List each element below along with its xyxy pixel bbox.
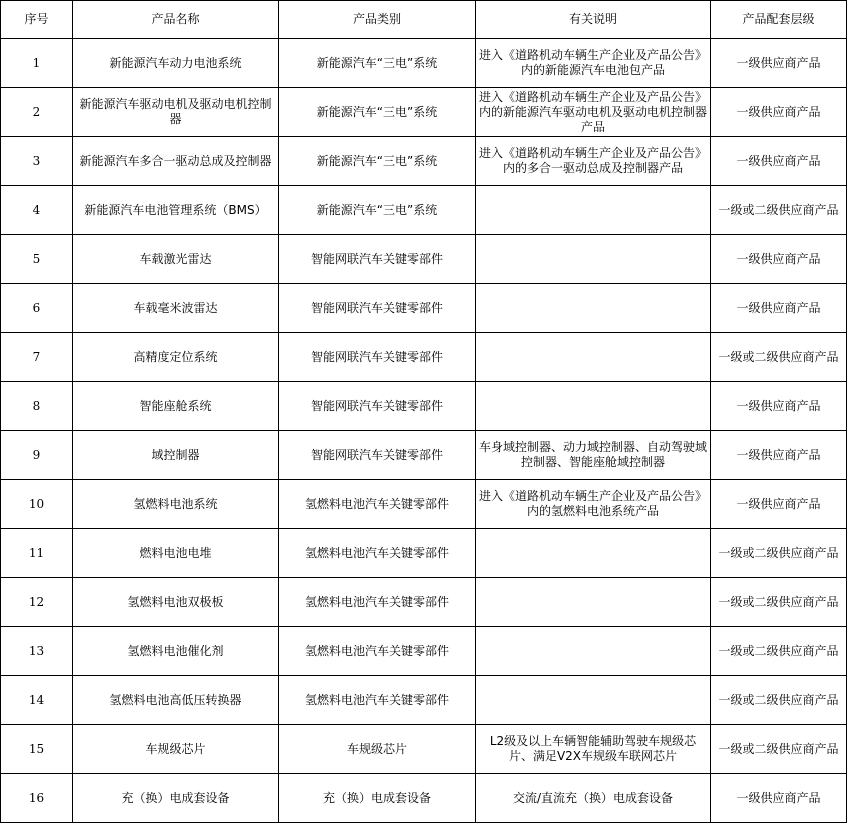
cell-supply-level: 一级供应商产品	[711, 284, 847, 333]
cell-no: 9	[1, 431, 73, 480]
cell-no: 8	[1, 382, 73, 431]
cell-product-category: 智能网联汽车关键零部件	[279, 333, 476, 382]
cell-description	[476, 529, 711, 578]
cell-description	[476, 627, 711, 676]
cell-no: 13	[1, 627, 73, 676]
cell-product-name: 新能源汽车电池管理系统（BMS）	[73, 186, 279, 235]
table-row	[1, 774, 847, 823]
cell-supply-level: 一级或二级供应商产品	[711, 333, 847, 382]
cell-product-category: 氢燃料电池汽车关键零部件	[279, 480, 476, 529]
cell-product-name: 燃料电池电堆	[73, 529, 279, 578]
cell-product-category: 氢燃料电池汽车关键零部件	[279, 627, 476, 676]
cell-description	[476, 333, 711, 382]
cell-no: 15	[1, 725, 73, 774]
cell-no: 10	[1, 480, 73, 529]
cell-supply-level: 一级供应商产品	[711, 480, 847, 529]
cell-product-name: 氢燃料电池双极板	[73, 578, 279, 627]
cell-supply-level: 一级供应商产品	[711, 235, 847, 284]
cell-description: 进入《道路机动车辆生产企业及产品公告》内的氢燃料电池系统产品	[476, 480, 711, 529]
table-row	[1, 431, 847, 480]
table-row	[1, 529, 847, 578]
cell-product-name: 充（换）电成套设备	[73, 774, 279, 823]
cell-product-category: 车规级芯片	[279, 725, 476, 774]
cell-supply-level: 一级供应商产品	[711, 774, 847, 823]
cell-supply-level: 一级或二级供应商产品	[711, 529, 847, 578]
cell-description: 进入《道路机动车辆生产企业及产品公告》内的多合一驱动总成及控制器产品	[476, 137, 711, 186]
cell-description	[476, 676, 711, 725]
table-row	[1, 578, 847, 627]
cell-no: 6	[1, 284, 73, 333]
cell-product-category: 智能网联汽车关键零部件	[279, 382, 476, 431]
cell-description	[476, 186, 711, 235]
table-row	[1, 480, 847, 529]
cell-no: 5	[1, 235, 73, 284]
cell-product-name: 车规级芯片	[73, 725, 279, 774]
cell-product-category: 氢燃料电池汽车关键零部件	[279, 676, 476, 725]
cell-description: L2级及以上车辆智能辅助驾驶车规级芯片、满足V2X车规级车联网芯片	[476, 725, 711, 774]
cell-description	[476, 578, 711, 627]
cell-product-category: 智能网联汽车关键零部件	[279, 235, 476, 284]
header-supply-level: 产品配套层级	[711, 1, 847, 39]
cell-supply-level: 一级或二级供应商产品	[711, 578, 847, 627]
cell-no: 2	[1, 88, 73, 137]
cell-no: 12	[1, 578, 73, 627]
cell-supply-level: 一级供应商产品	[711, 88, 847, 137]
cell-product-name: 车载激光雷达	[73, 235, 279, 284]
cell-product-category: 氢燃料电池汽车关键零部件	[279, 578, 476, 627]
cell-product-category: 新能源汽车“三电”系统	[279, 186, 476, 235]
cell-description: 进入《道路机动车辆生产企业及产品公告》内的新能源汽车驱动电机及驱动电机控制器产品	[476, 88, 711, 137]
cell-product-category: 新能源汽车“三电”系统	[279, 88, 476, 137]
cell-product-name: 新能源汽车驱动电机及驱动电机控制器	[73, 88, 279, 137]
header-no: 序号	[1, 1, 73, 39]
header-product-name: 产品名称	[73, 1, 279, 39]
cell-supply-level: 一级供应商产品	[711, 431, 847, 480]
cell-product-category: 新能源汽车“三电”系统	[279, 39, 476, 88]
table-row	[1, 627, 847, 676]
table-row	[1, 235, 847, 284]
cell-product-name: 域控制器	[73, 431, 279, 480]
cell-description: 交流/直流充（换）电成套设备	[476, 774, 711, 823]
cell-no: 14	[1, 676, 73, 725]
cell-product-name: 氢燃料电池催化剂	[73, 627, 279, 676]
cell-description: 车身域控制器、动力域控制器、自动驾驶域控制器、智能座舱域控制器	[476, 431, 711, 480]
cell-product-name: 车载毫米波雷达	[73, 284, 279, 333]
cell-no: 4	[1, 186, 73, 235]
cell-product-category: 氢燃料电池汽车关键零部件	[279, 529, 476, 578]
table-row	[1, 137, 847, 186]
cell-product-name: 新能源汽车动力电池系统	[73, 39, 279, 88]
cell-supply-level: 一级供应商产品	[711, 39, 847, 88]
cell-no: 16	[1, 774, 73, 823]
table-row	[1, 676, 847, 725]
cell-supply-level: 一级或二级供应商产品	[711, 676, 847, 725]
cell-description	[476, 284, 711, 333]
cell-product-category: 新能源汽车“三电”系统	[279, 137, 476, 186]
cell-product-category: 充（换）电成套设备	[279, 774, 476, 823]
cell-no: 1	[1, 39, 73, 88]
cell-supply-level: 一级供应商产品	[711, 382, 847, 431]
cell-product-category: 智能网联汽车关键零部件	[279, 431, 476, 480]
cell-product-name: 新能源汽车多合一驱动总成及控制器	[73, 137, 279, 186]
cell-no: 3	[1, 137, 73, 186]
cell-description	[476, 382, 711, 431]
cell-no: 11	[1, 529, 73, 578]
cell-description	[476, 235, 711, 284]
cell-product-name: 氢燃料电池高低压转换器	[73, 676, 279, 725]
cell-no: 7	[1, 333, 73, 382]
header-product-category: 产品类别	[279, 1, 476, 39]
table-row	[1, 88, 847, 137]
cell-product-name: 氢燃料电池系统	[73, 480, 279, 529]
table-row	[1, 284, 847, 333]
header-description: 有关说明	[476, 1, 711, 39]
table-header-row	[1, 1, 847, 39]
table-row	[1, 333, 847, 382]
table-row	[1, 186, 847, 235]
table-body	[1, 39, 847, 823]
table-row	[1, 725, 847, 774]
cell-supply-level: 一级供应商产品	[711, 137, 847, 186]
cell-product-category: 智能网联汽车关键零部件	[279, 284, 476, 333]
cell-description: 进入《道路机动车辆生产企业及产品公告》内的新能源汽车电池包产品	[476, 39, 711, 88]
table-row	[1, 382, 847, 431]
cell-product-name: 高精度定位系统	[73, 333, 279, 382]
cell-supply-level: 一级或二级供应商产品	[711, 186, 847, 235]
cell-product-name: 智能座舱系统	[73, 382, 279, 431]
cell-supply-level: 一级或二级供应商产品	[711, 725, 847, 774]
table-row	[1, 39, 847, 88]
cell-supply-level: 一级或二级供应商产品	[711, 627, 847, 676]
